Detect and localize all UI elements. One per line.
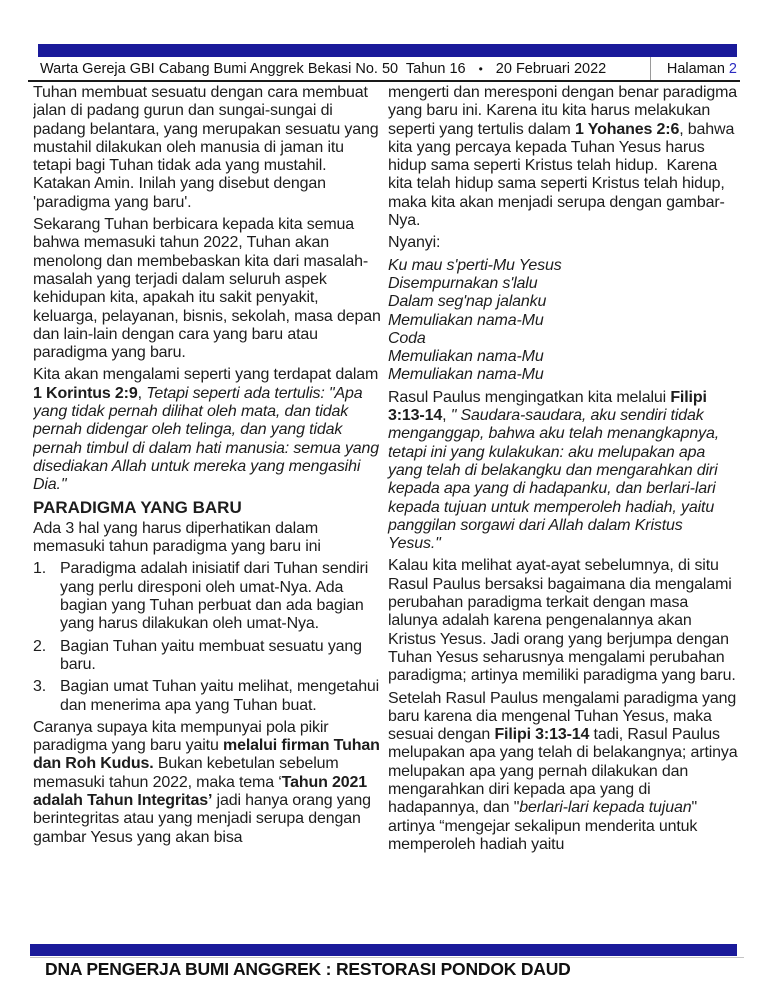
lyric-line: Disempurnakan s'lalu <box>388 274 538 292</box>
header-title-text: Warta Gereja GBI Cabang Bumi Anggrek Bekasi No. 50 Tahun 16 <box>40 61 466 77</box>
text-segment: Bagian umat Tuhan yaitu melihat, mengetahui dan menerima apa yang Tuhan buat. <box>60 678 380 714</box>
text-segment: Filipi 3:13-14 <box>494 726 590 744</box>
text-segment: Tuhan membuat sesuatu dengan cara membuat jalan di padang gurun dan sungai-sungai di padang belantara, yang merupakan sesuatu yang mustahil dilakukan oleh manusia di jaman itu tetapi bagi Tuhan tidak ada yang mustahil. Katakan Amin. Inilah yang disebut dengan 'paradigma yang baru'. <box>33 84 379 211</box>
paragraph <box>33 216 381 362</box>
text-segment: Nyanyi: <box>388 234 441 252</box>
text-segment: Setelah Rasul Paulus mengalami paradigma yang baru karena dia mengenal Tuhan Yesus, maka sesuai dengan <box>388 689 737 744</box>
paragraph <box>388 389 738 554</box>
page-label: Halaman <box>666 61 729 77</box>
paragraph <box>33 366 381 494</box>
header-rule <box>28 80 740 82</box>
text-segment: 1 Yohanes 2:6 <box>575 120 680 138</box>
text-segment: Tahun 2021 adalah Tahun Integritas’ <box>33 773 368 809</box>
footer-slogan: DNA PENGERJA BUMI ANGGREK : RESTORASI PONDOK DAUD <box>45 959 571 979</box>
paragraph <box>388 690 738 855</box>
text-segment: Kita akan mengalami seperti yang terdapat dalam <box>33 366 379 384</box>
text-segment: Rasul Paulus mengingatkan kita melalui <box>388 388 671 406</box>
page-indicator <box>667 61 737 77</box>
paragraph <box>33 719 381 847</box>
header-accent-bar <box>38 44 737 57</box>
text-segment: Sekarang Tuhan berbicara kepada kita semua bahwa memasuki tahun 2022, Tuhan akan menolong dan membebaskan kita dari masalah-masalah yang terjadi dalam seluruh aspek kehidupan kita, apakah itu sakit penyakit, keluarga, pelayanan, bisnis, sekolah, masa depan dan lain-lain dengan cara yang baru atau paradigma yang baru. <box>33 216 381 362</box>
header-date: 20 Februari 2022 <box>495 61 607 77</box>
page-number: 2 <box>728 61 737 77</box>
paragraph <box>388 557 738 685</box>
text-segment: Filipi 3:13-14 <box>388 388 707 425</box>
bullet-separator: • <box>478 62 483 76</box>
header-cell-divider <box>650 57 651 80</box>
list-item-number: 3. <box>33 678 47 696</box>
lyric-line: Memuliakan nama-Mu <box>388 348 544 366</box>
lyric-line: Memuliakan nama-Mu <box>388 311 544 329</box>
text-segment: Bagian Tuhan yaitu membuat sesuatu yang baru. <box>60 637 362 673</box>
paragraph <box>33 84 381 212</box>
text-segment: Tetapi seperti ada tertulis: "Apa yang tidak pernah dilihat oleh mata, dan tidak pernah didengar oleh telinga, dan yang tidak pernah timbul di dalam hati manusia: semua yang disediakan Allah untuk mereka yang mengasihi Dia." <box>33 384 380 494</box>
paragraph <box>388 234 738 252</box>
text-segment: , bahwa kita yang percaya kepada Tuhan Yesus harus hidup sama seperti Kristus telah hidup. Karena kita telah hidup sama seperti Kristus telah hidup, maka kita akan menjadi serupa dengan gambar-Nya. <box>388 120 735 230</box>
text-segment: berlari-lari kepada tujuan <box>519 799 692 817</box>
header <box>40 58 737 80</box>
lyric-line: Dalam seg'nap jalanku <box>388 293 547 311</box>
paragraph <box>388 84 738 230</box>
list-item-number: 1. <box>33 560 47 578</box>
lyric-line: Coda <box>388 329 426 347</box>
list-item-number: 2. <box>33 637 47 655</box>
song-lyrics <box>388 257 738 385</box>
list-item-text <box>60 638 381 675</box>
text-segment: tadi, Rasul Paulus melupakan apa yang telah di belakangnya; artinya melupakan apa yang pernah dilakukan dan mengarahkan diri kepada apa yang di hadapannya, dan " <box>388 726 738 817</box>
text-segment: Paradigma adalah inisiatif dari Tuhan sendiri yang perlu diresponi oleh umat-Nya. Ada bagian yang Tuhan perbuat dan ada bagian yang harus dilakukan oleh umat-Nya. <box>60 560 369 633</box>
text-segment: Caranya supaya kita mempunyai pola pikir paradigma yang baru yaitu <box>33 718 329 755</box>
text-segment: mengerti dan meresponi dengan benar paradigma yang baru ini. Karena itu kita harus melakukan seperti yang tertulis dalam <box>388 84 738 138</box>
text-segment: " Saudara-saudara, aku sendiri tidak menganggap, bahwa aku telah menangkapnya, tetapi ini yang kulakukan: aku melupakan apa yang telah di belakangku dan mengarahkan diri kepada apa yang di hadapanku, dan berlari-lari kepada tujuan untuk memperoleh hadiah, yaitu panggilan sorgawi dari Allah dalam Kristus Yesus." <box>388 407 719 553</box>
paragraph <box>33 520 381 557</box>
footer-divider <box>30 957 744 958</box>
text-segment: Bukan kebetulan sebelum memasuki tahun 2022, maka tema ‘ <box>33 755 339 791</box>
list-item <box>33 560 381 633</box>
lyric-line: Ku mau s'perti-Mu Yesus <box>388 256 562 274</box>
header-title <box>40 61 606 77</box>
text-segment: Kalau kita melihat ayat-ayat sebelumnya, di situ Rasul Paulus bersaksi bagaimana dia mengalami perubahan paradigma terkait dengan masa lalunya adalah karena pengenalannya akan Kristus Yesus. Jadi orang yang berjumpa dengan Tuhan Yesus seharusnya mengalami perubahan paradigma; artinya memiliki paradigma yang baru. <box>388 557 736 685</box>
text-segment: jadi hanya orang yang berintegritas atau yang menjadi serupa dengan gambar Yesus yang akan bisa <box>33 791 371 846</box>
text-segment: melalui firman Tuhan dan Roh Kudus. <box>33 737 380 773</box>
list-item <box>33 638 381 675</box>
list-item-text <box>60 678 381 715</box>
right-column <box>388 84 738 942</box>
list-item-text <box>60 560 381 633</box>
lyric-line: Memuliakan nama-Mu <box>388 366 544 384</box>
text-segment: , <box>137 384 147 402</box>
text-segment: Ada 3 hal yang harus diperhatikan dalam memasuki tahun paradigma yang baru ini <box>33 519 321 556</box>
text-segment: , <box>442 407 451 425</box>
section-heading: PARADIGMA YANG BARU <box>33 497 242 517</box>
footer-accent-bar <box>30 944 737 956</box>
list-item <box>33 678 381 715</box>
text-segment: 1 Korintus 2:9 <box>33 384 138 402</box>
article-body <box>33 84 738 942</box>
left-column <box>33 84 381 942</box>
text-segment: " artinya “mengejar sekalipun menderita untuk memperoleh hadiah yaitu <box>388 799 698 853</box>
